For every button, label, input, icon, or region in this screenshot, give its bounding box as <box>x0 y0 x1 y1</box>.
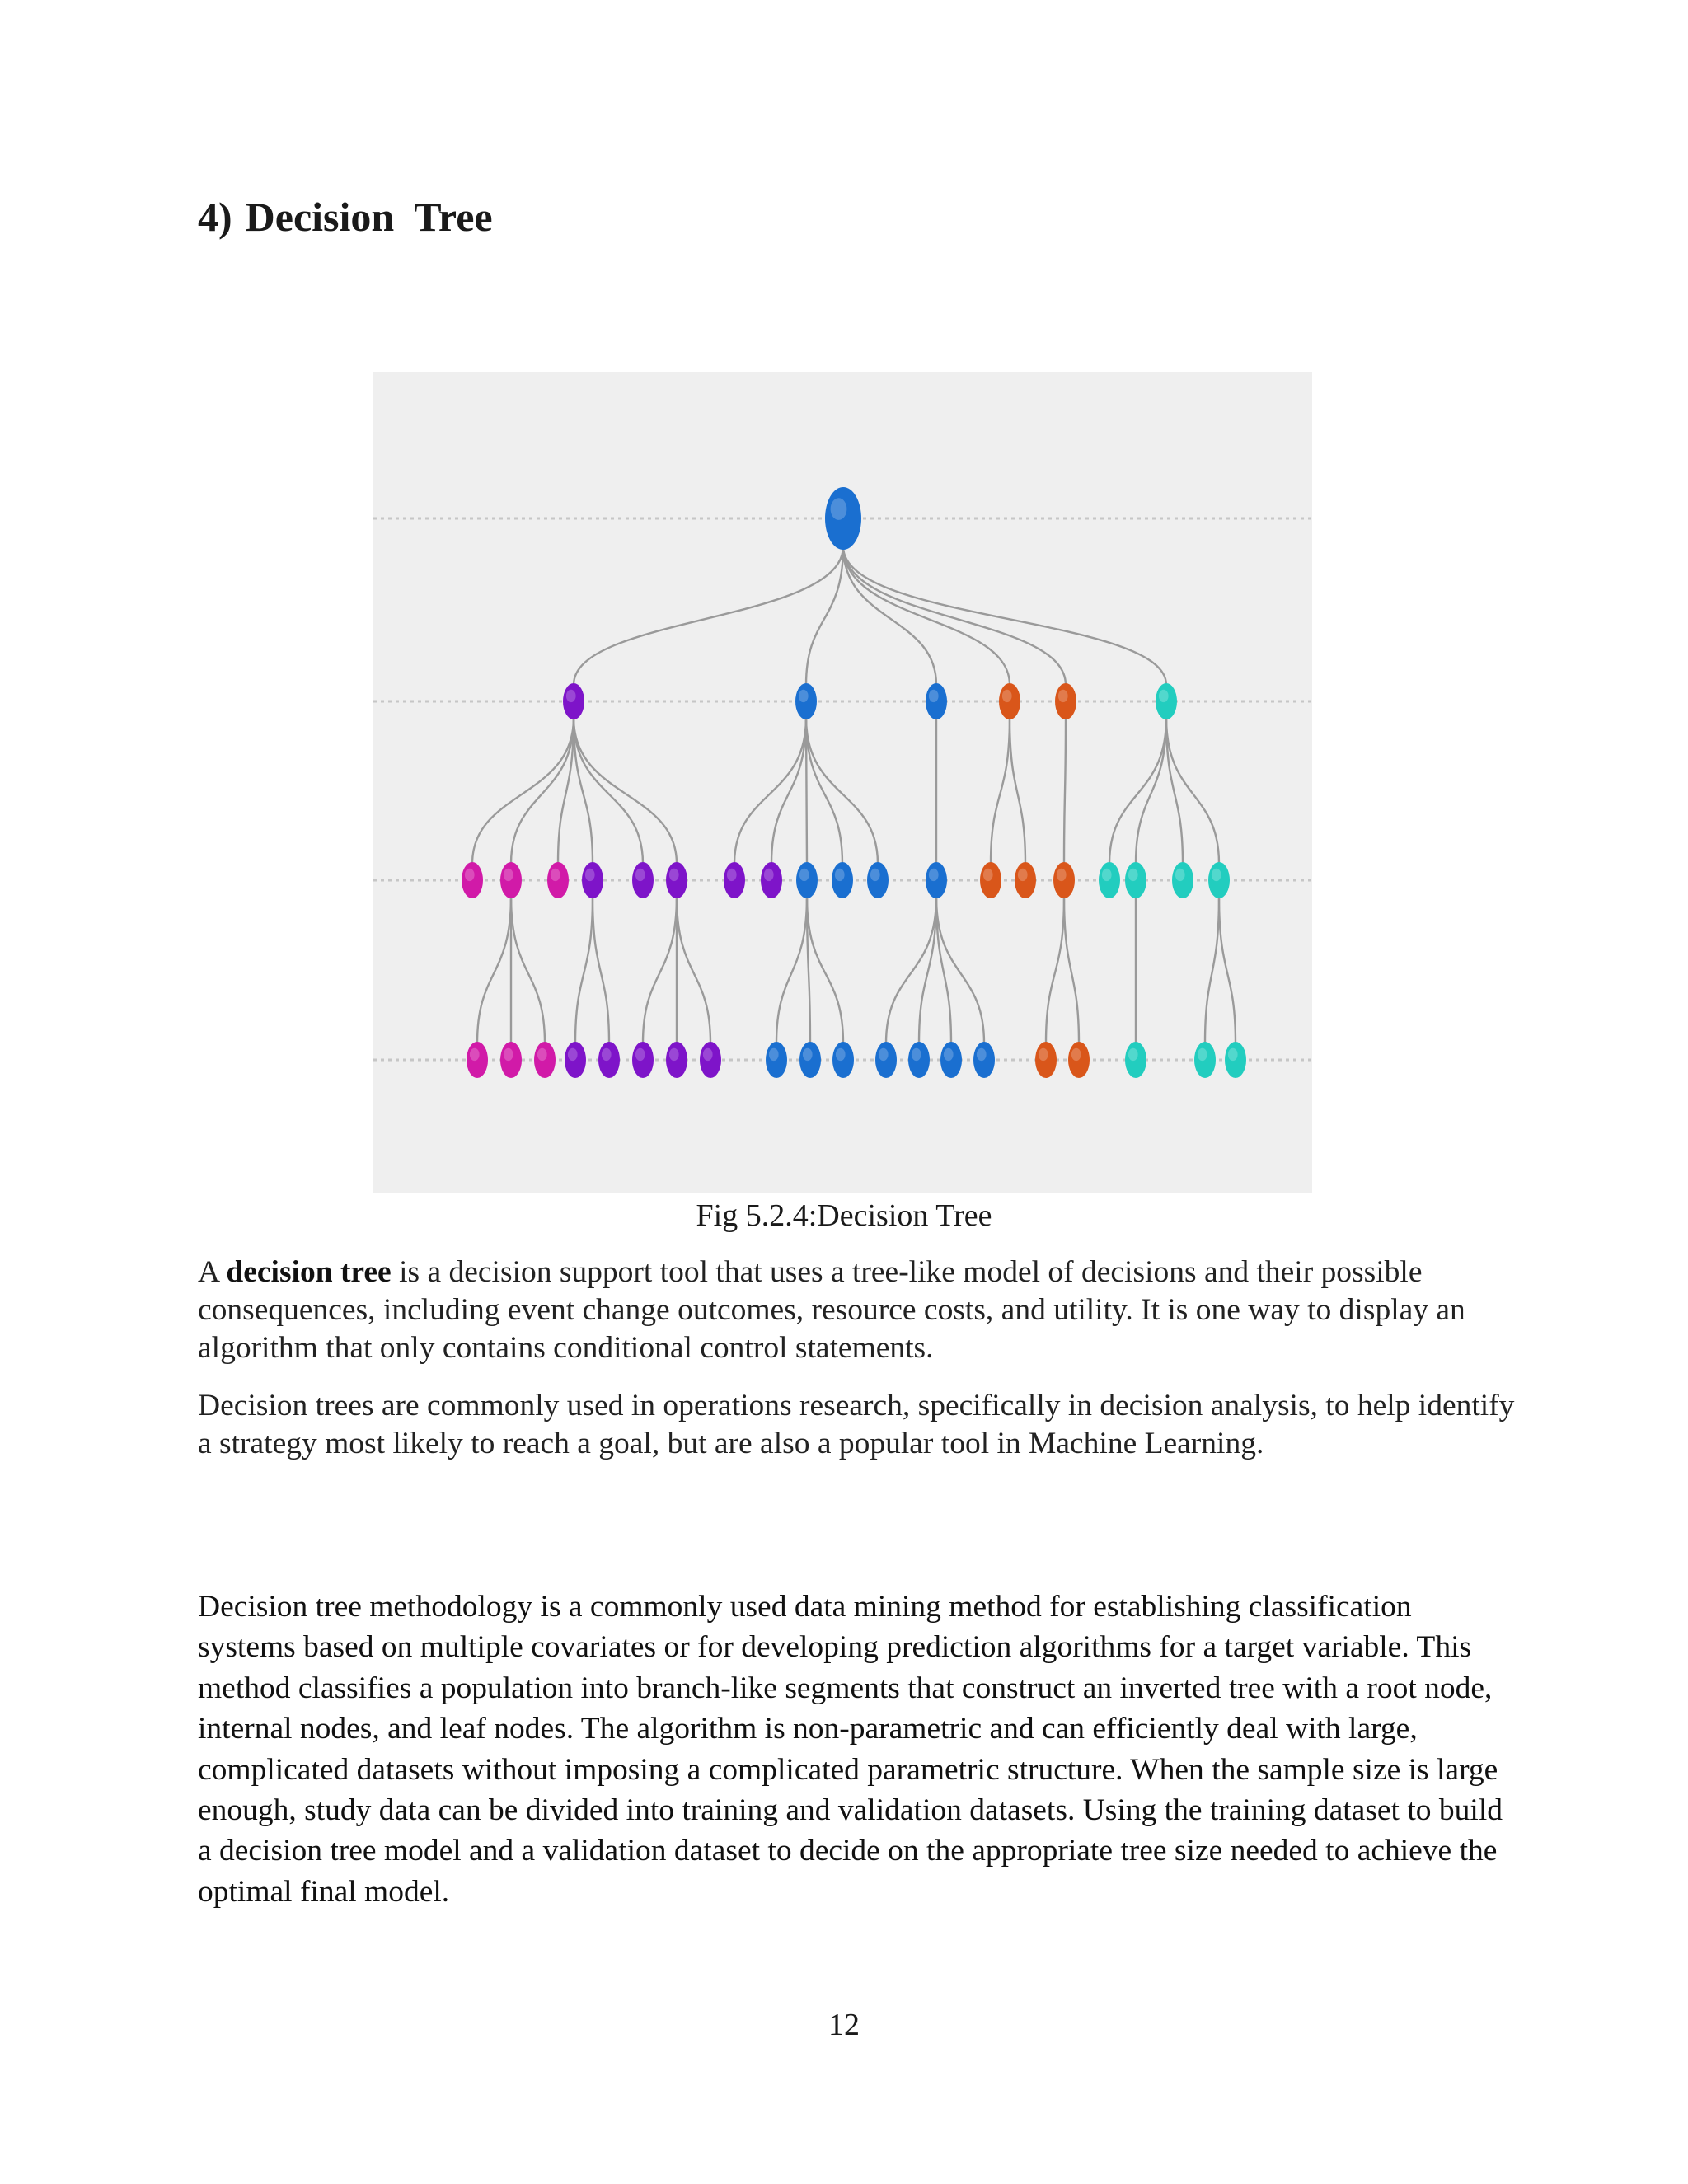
internal-node <box>547 862 569 898</box>
internal-node <box>1099 862 1120 898</box>
tree-edge <box>477 897 511 1043</box>
node-highlight <box>1159 690 1169 702</box>
internal-node <box>1055 683 1076 719</box>
decision-tree-diagram <box>373 372 1312 1193</box>
node-highlight <box>1058 690 1068 702</box>
leaf-node <box>565 1042 586 1078</box>
tree-edge <box>643 897 677 1043</box>
internal-node <box>1172 862 1193 898</box>
leaf-node <box>467 1042 488 1078</box>
leaf-node <box>1225 1042 1246 1078</box>
leaf-node <box>666 1042 687 1078</box>
node-highlight <box>983 869 993 881</box>
node-highlight <box>504 869 513 881</box>
node-highlight <box>799 690 809 702</box>
paragraph-lead: A <box>198 1255 227 1289</box>
term-decision-tree: decision tree <box>226 1255 392 1289</box>
node-highlight <box>727 869 737 881</box>
paragraph-methodology: Decision tree methodology is a commonly used data mining method for establishing classification systems based on multiple covariates or for developing prediction algorithms for a target variable. This method classifies a population into branch-like segments that construct an inverted tree with a root node, internal nodes, and leaf nodes. The algorithm is non-parametric and can efficiently deal with large, complicated datasets without imposing a complicated parametric structure. When the sample size is large enough, study data can be divided into training and validation datasets. Using the training dataset to build a decision tree model and a validation dataset to decide on the appropriate tree size needed to achieve the optimal final model. <box>198 1590 1503 1909</box>
leaf-node <box>1125 1042 1146 1078</box>
node-highlight <box>1175 869 1185 881</box>
internal-node <box>1125 862 1146 898</box>
tree-edge <box>1064 897 1079 1043</box>
node-highlight <box>669 1048 679 1061</box>
internal-node <box>1015 862 1036 898</box>
tree-edge <box>1010 718 1025 864</box>
leaf-node <box>875 1042 897 1078</box>
tree-edge <box>574 546 843 685</box>
node-highlight <box>568 1048 578 1061</box>
node-highlight <box>764 869 774 881</box>
tree-edge <box>734 718 806 864</box>
page-number: 12 <box>828 2008 860 2042</box>
internal-node <box>500 862 522 898</box>
tree-edge <box>806 718 842 864</box>
tree-edges <box>472 546 1236 1043</box>
tree-edge <box>511 897 545 1043</box>
tree-edge <box>991 718 1010 864</box>
internal-node <box>462 862 483 898</box>
node-highlight <box>703 1048 713 1061</box>
tree-edge <box>1046 897 1064 1043</box>
leaf-node <box>908 1042 930 1078</box>
leaf-node <box>973 1042 995 1078</box>
leaf-node <box>700 1042 721 1078</box>
node-highlight <box>537 1048 547 1061</box>
node-highlight <box>831 498 847 520</box>
leaf-node <box>1068 1042 1090 1078</box>
leaf-node <box>534 1042 556 1078</box>
node-highlight <box>1018 869 1028 881</box>
internal-node <box>867 862 889 898</box>
node-highlight <box>669 869 679 881</box>
node-highlight <box>635 869 645 881</box>
section-title: Decision Tree <box>245 194 493 240</box>
node-highlight <box>602 1048 612 1061</box>
leaf-node <box>766 1042 787 1078</box>
paragraph-definition-text: is a decision support tool that uses a tree-like model of decisions and their possible consequences, including event change outcomes, resource costs, and utility. It is one way to display an algorithm that only contains conditional control statements. <box>198 1255 1465 1365</box>
node-highlight <box>879 1048 889 1061</box>
decision-tree-figure <box>373 372 1312 1193</box>
tree-edge <box>1219 897 1236 1043</box>
internal-node <box>926 862 947 898</box>
internal-node <box>795 683 817 719</box>
internal-node <box>666 862 687 898</box>
node-highlight <box>1039 1048 1048 1061</box>
internal-node <box>761 862 782 898</box>
internal-node <box>926 683 947 719</box>
tree-edge <box>1064 718 1066 864</box>
leaf-node <box>500 1042 522 1078</box>
node-highlight <box>566 690 576 702</box>
node-highlight <box>1102 869 1112 881</box>
node-highlight <box>929 690 939 702</box>
node-highlight <box>1198 1048 1207 1061</box>
internal-node <box>582 862 603 898</box>
tree-edge <box>511 718 574 864</box>
node-highlight <box>912 1048 921 1061</box>
internal-node <box>1053 862 1075 898</box>
node-highlight <box>1212 869 1221 881</box>
tree-edge <box>1205 897 1219 1043</box>
internal-node <box>999 683 1020 719</box>
node-highlight <box>470 1048 480 1061</box>
tree-edge <box>574 718 643 864</box>
internal-node <box>1208 862 1230 898</box>
node-highlight <box>551 869 560 881</box>
tree-edge <box>575 897 593 1043</box>
leaf-node <box>940 1042 962 1078</box>
node-highlight <box>929 869 939 881</box>
section-heading <box>198 194 493 240</box>
node-highlight <box>504 1048 513 1061</box>
figure-caption: Fig 5.2.4:Decision Tree <box>696 1198 992 1233</box>
tree-edge <box>771 718 806 864</box>
node-highlight <box>977 1048 987 1061</box>
node-highlight <box>1128 1048 1138 1061</box>
leaf-node <box>832 1042 854 1078</box>
tree-edge <box>843 546 1066 685</box>
node-highlight <box>870 869 880 881</box>
tree-edge <box>593 897 609 1043</box>
node-highlight <box>1057 869 1067 881</box>
internal-node <box>796 862 818 898</box>
node-highlight <box>803 1048 813 1061</box>
node-highlight <box>1002 690 1012 702</box>
node-highlight <box>769 1048 779 1061</box>
internal-node <box>1156 683 1177 719</box>
internal-node <box>632 862 654 898</box>
leaf-node <box>598 1042 620 1078</box>
node-highlight <box>799 869 809 881</box>
leaf-node <box>1194 1042 1216 1078</box>
tree-edge <box>776 897 807 1043</box>
node-highlight <box>1071 1048 1081 1061</box>
section-number: 4) <box>198 194 232 240</box>
node-highlight <box>635 1048 645 1061</box>
node-highlight <box>944 1048 954 1061</box>
node-highlight <box>1128 869 1138 881</box>
internal-node <box>724 862 745 898</box>
tree-edge <box>919 897 936 1043</box>
tree-edge <box>574 718 677 864</box>
tree-edge <box>677 897 710 1043</box>
leaf-node <box>632 1042 654 1078</box>
internal-node <box>832 862 853 898</box>
tree-edge <box>807 897 843 1043</box>
tree-edge <box>806 546 843 685</box>
root-node <box>825 487 861 550</box>
level-guides <box>373 518 1312 1060</box>
paragraph-usage: Decision trees are commonly used in operations research, specifically in decision analysis, to help identify a strategy most likely to reach a goal, but are also a popular tool in Machine Learning. <box>198 1389 1515 1460</box>
leaf-node <box>799 1042 821 1078</box>
node-highlight <box>836 1048 846 1061</box>
internal-node <box>980 862 1001 898</box>
internal-node <box>563 683 584 719</box>
leaf-node <box>1035 1042 1057 1078</box>
node-highlight <box>465 869 475 881</box>
node-highlight <box>1228 1048 1238 1061</box>
paragraph-definition <box>198 1254 1517 1367</box>
node-highlight <box>585 869 595 881</box>
tree-edge <box>843 546 1010 685</box>
node-highlight <box>835 869 845 881</box>
